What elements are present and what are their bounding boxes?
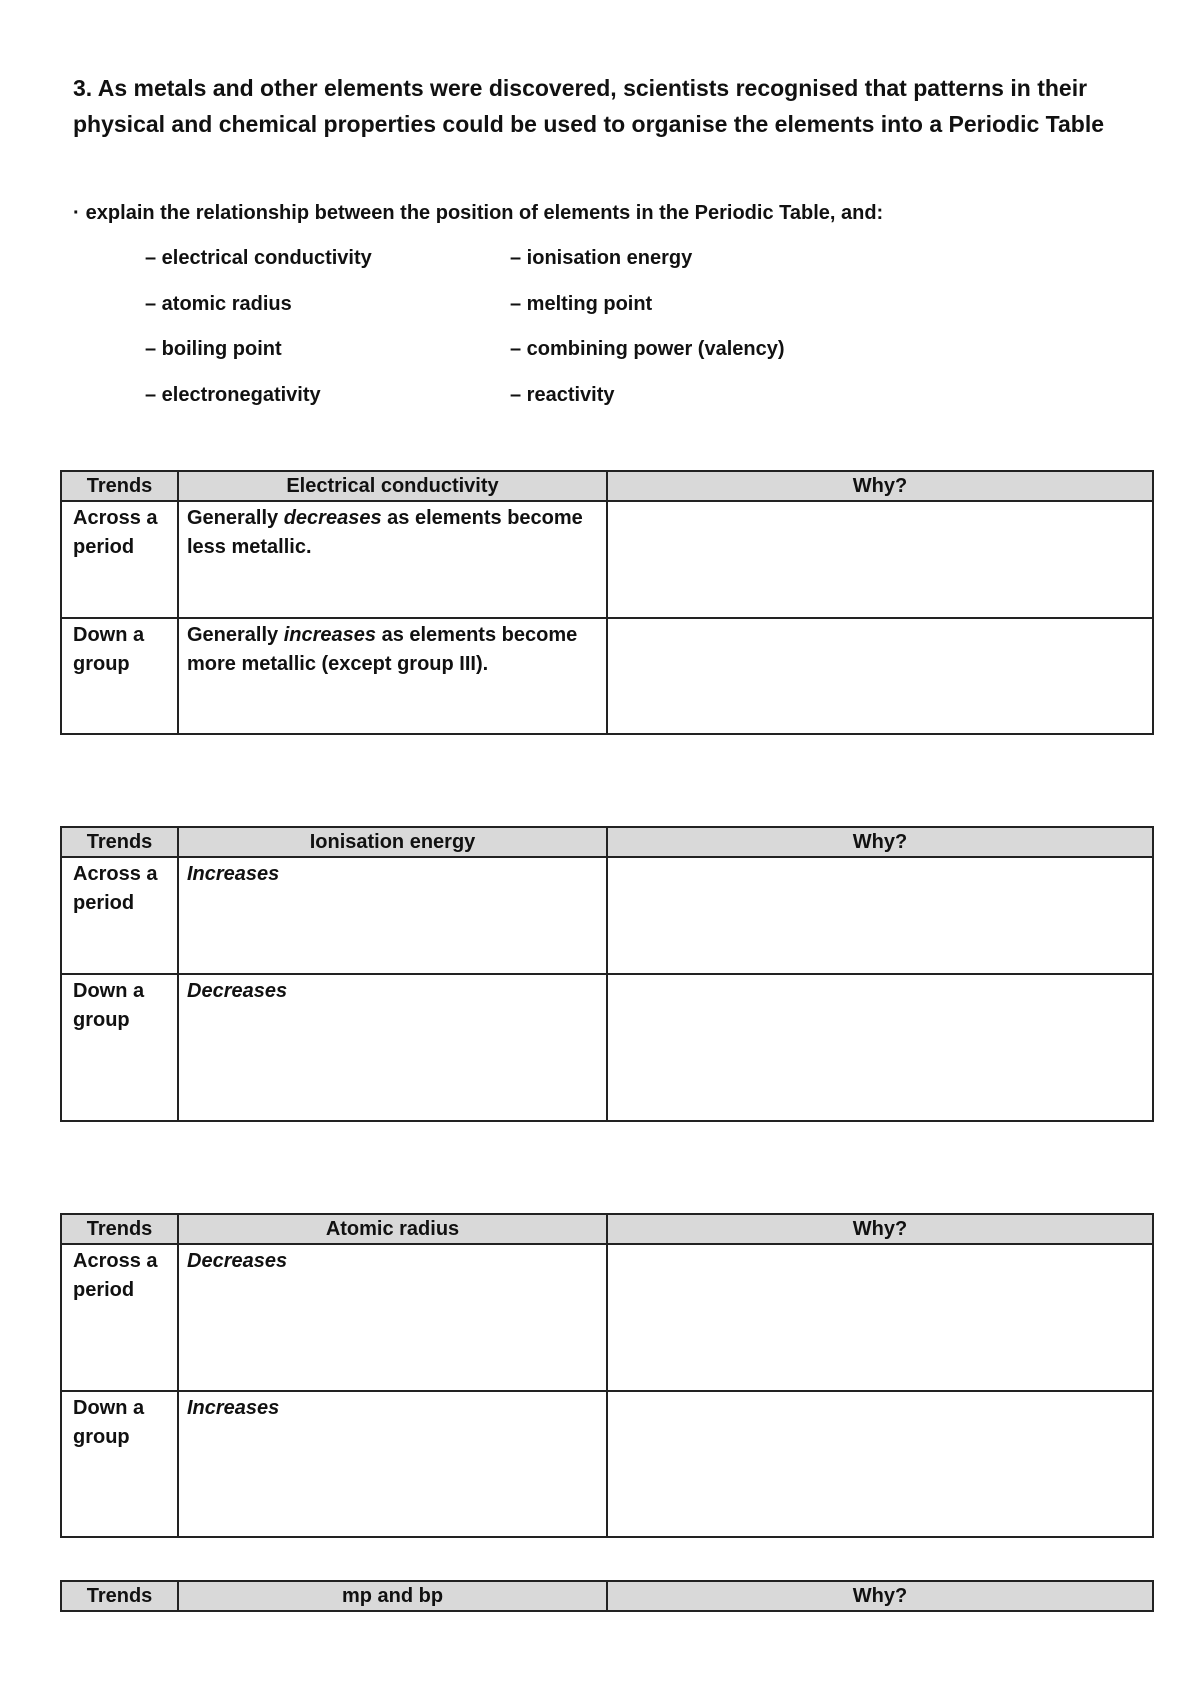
header-trends: Trends [61, 1581, 178, 1611]
trend-cell: Down a group [61, 618, 178, 734]
why-answer-cell[interactable] [607, 1244, 1153, 1391]
trend-cell: Across a period [61, 501, 178, 618]
header-why: Why? [607, 471, 1153, 501]
description-cell: Increases [178, 1391, 607, 1537]
desc-emphasis: decreases [283, 507, 382, 529]
header-trends: Trends [61, 1214, 178, 1244]
property-item: – electronegativity [145, 383, 321, 406]
table-header-row [61, 827, 1153, 857]
property-item: – atomic radius [145, 292, 292, 315]
desc-text: as elements become less metallic. [187, 507, 583, 558]
instruction-text: explain the relationship between the position of elements in the Periodic Table, and: [85, 202, 884, 224]
header-property: Electrical conductivity [178, 471, 607, 501]
header-why: Why? [607, 1581, 1153, 1611]
why-answer-cell[interactable] [607, 618, 1153, 734]
header-why: Why? [607, 1214, 1153, 1244]
header-trends: Trends [61, 827, 178, 857]
description-cell: Increases [178, 857, 607, 974]
table-header-row [61, 1214, 1153, 1244]
question-heading: 3. As metals and other elements were discovered, scientists recognised that patterns in their physical and chemical properties could be used to organise the elements into a Periodic Table [73, 75, 1105, 137]
header-property: mp and bp [178, 1581, 607, 1611]
table-row [61, 1391, 1153, 1537]
why-answer-cell[interactable] [607, 501, 1153, 618]
description-cell [178, 501, 607, 618]
trend-cell: Across a period [61, 857, 178, 974]
desc-text: as elements become more metallic (except group III). [187, 624, 578, 675]
header-property: Ionisation energy [178, 827, 607, 857]
header-why: Why? [607, 827, 1153, 857]
property-item: – boiling point [145, 338, 282, 360]
table-header-row [61, 1581, 1153, 1611]
why-answer-cell[interactable] [607, 857, 1153, 974]
header-property: Atomic radius [178, 1214, 607, 1244]
table-row [61, 974, 1153, 1121]
table-header-row [61, 471, 1153, 501]
table-row [61, 501, 1153, 618]
description-cell [178, 618, 607, 734]
property-item: – combining power (valency) [510, 338, 785, 360]
ionisation-energy-table [60, 826, 1154, 1122]
table-row [61, 618, 1153, 734]
desc-text: Generally [187, 507, 284, 529]
property-item: – ionisation energy [510, 247, 693, 269]
why-answer-cell[interactable] [607, 1391, 1153, 1537]
atomic-radius-table [60, 1213, 1154, 1538]
description-cell: Decreases [178, 1244, 607, 1391]
property-item: – melting point [510, 292, 653, 315]
property-list [145, 245, 945, 427]
property-item: – electrical conductivity [145, 247, 372, 269]
electrical-conductivity-table [60, 470, 1154, 735]
property-item: – reactivity [510, 383, 615, 406]
desc-emphasis: increases [283, 624, 377, 646]
table-row [61, 1244, 1153, 1391]
table-row [61, 857, 1153, 974]
header-trends: Trends [61, 471, 178, 501]
desc-text: Generally [187, 624, 284, 646]
bullet-dot: · [73, 202, 80, 224]
why-answer-cell[interactable] [607, 974, 1153, 1121]
trend-cell: Across a period [61, 1244, 178, 1391]
trend-cell: Down a group [61, 1391, 178, 1537]
instruction-line [73, 200, 1133, 226]
trend-cell: Down a group [61, 974, 178, 1121]
description-cell: Decreases [178, 974, 607, 1121]
mp-bp-table [60, 1580, 1154, 1612]
